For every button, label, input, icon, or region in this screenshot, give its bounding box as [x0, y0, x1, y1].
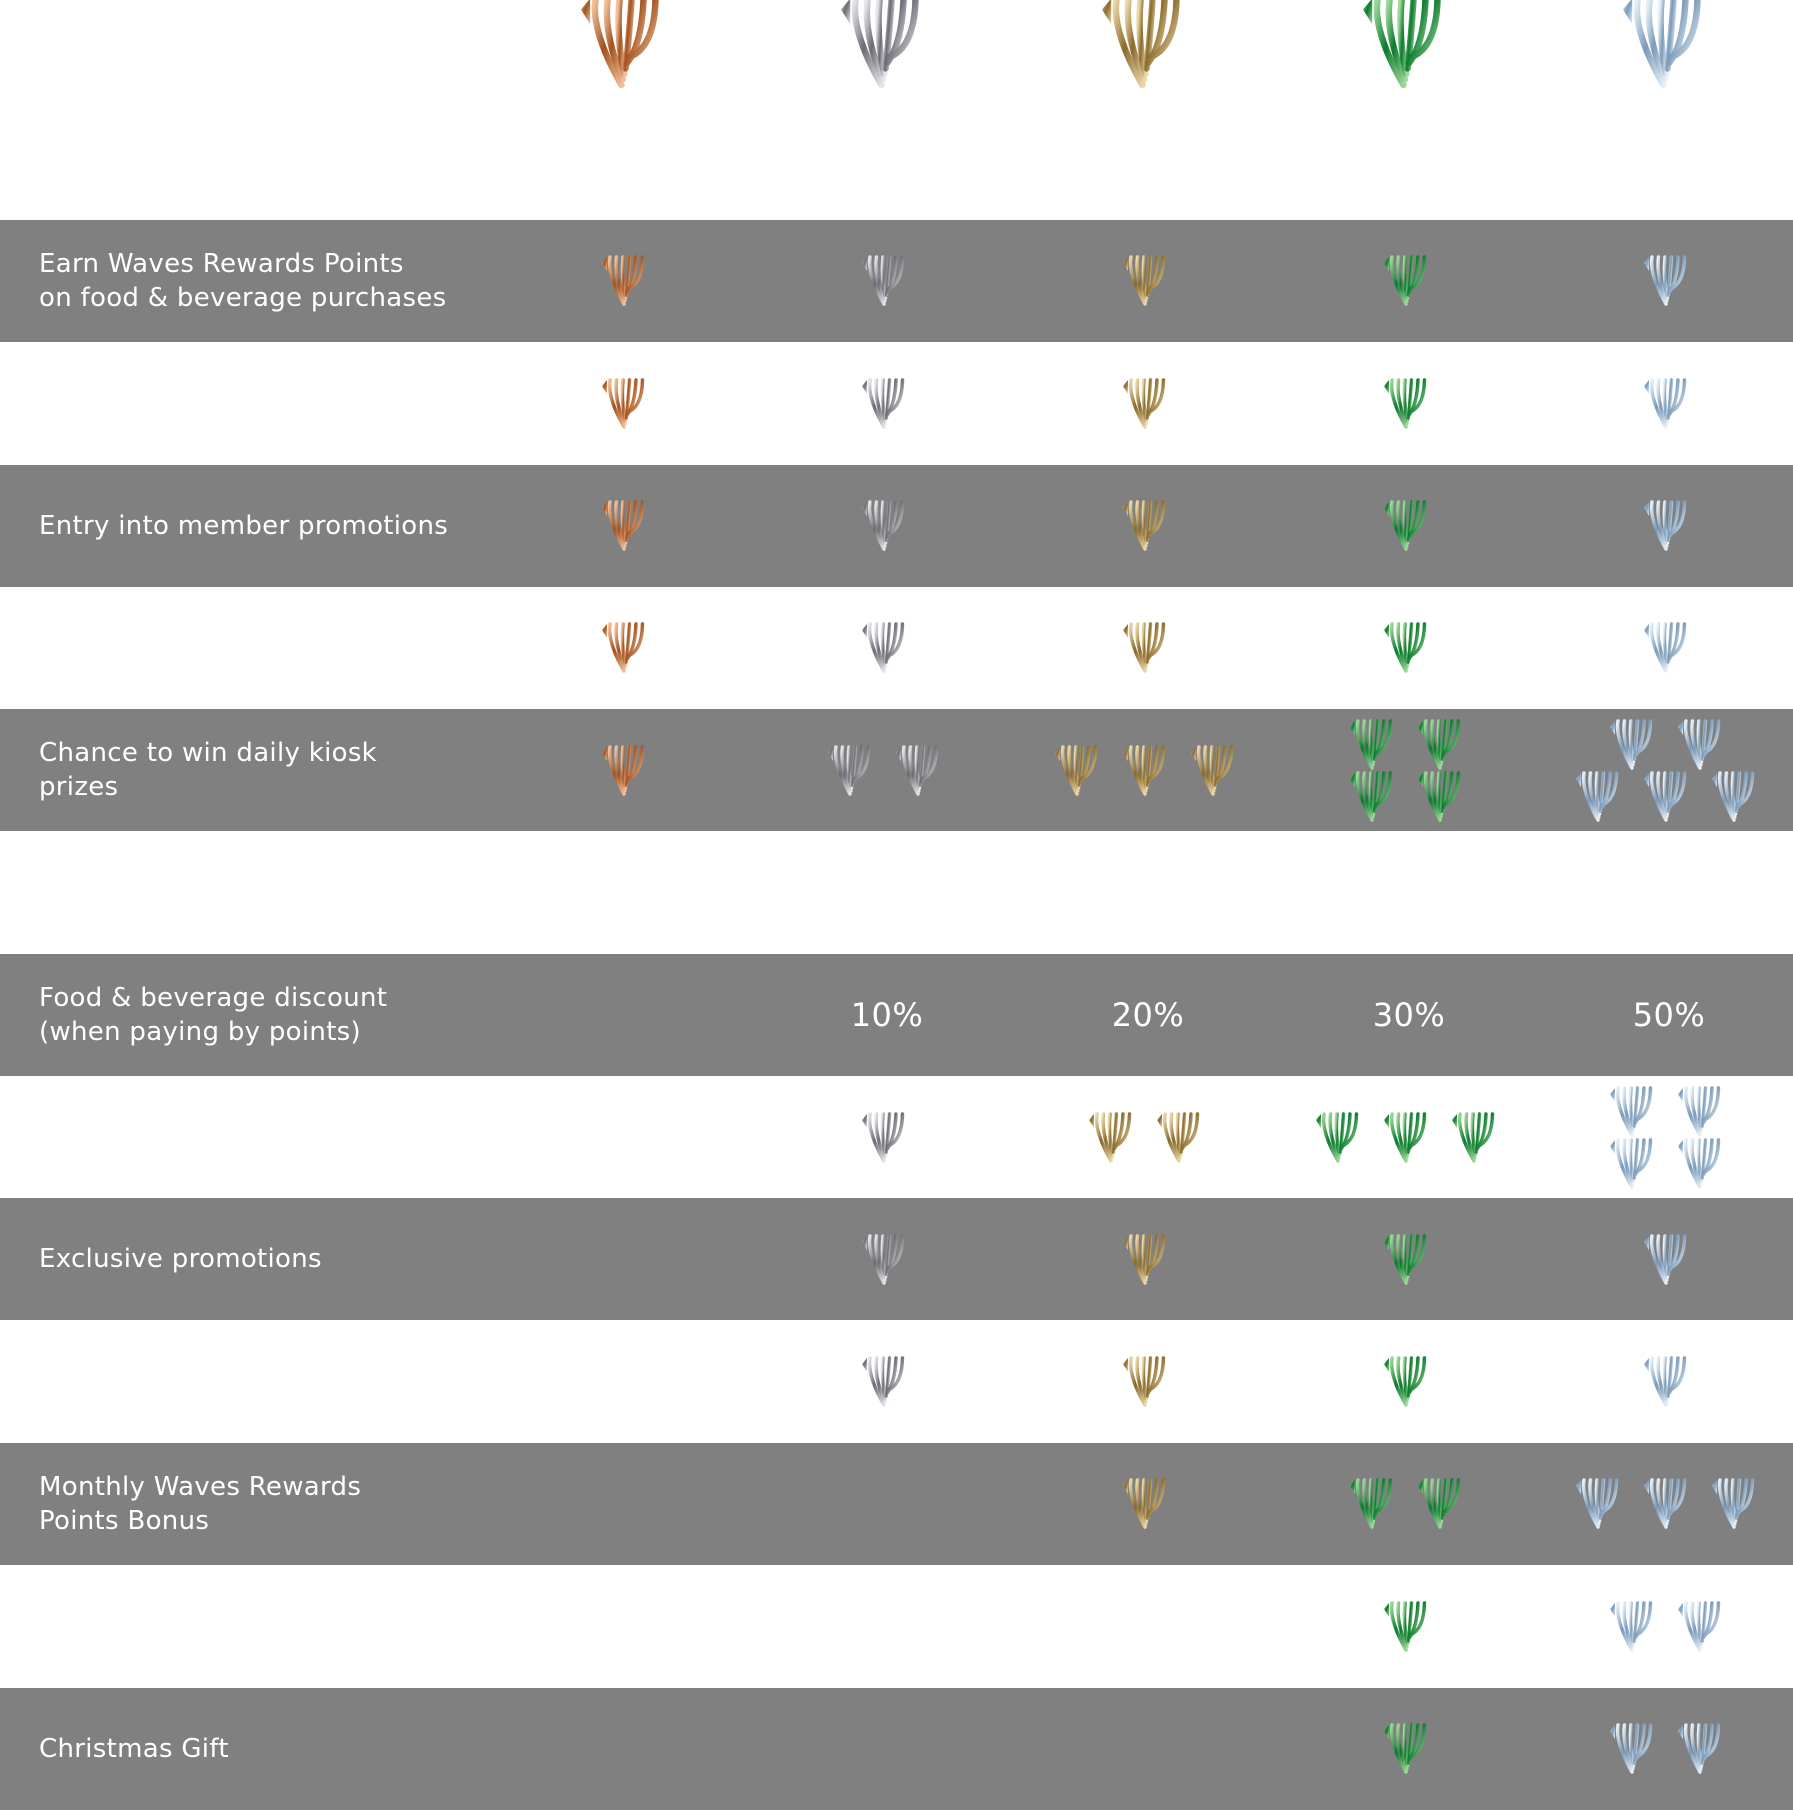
benefit-label: [39, 1443, 559, 1565]
benefit-label-line: (when paying by points): [39, 1016, 361, 1047]
blue-diamond-icon: [1610, 1085, 1660, 1139]
blue-diamond-icon: [1678, 1085, 1728, 1139]
benefit-row: [0, 1565, 1793, 1687]
gold-diamond-icon: [1123, 1355, 1173, 1409]
silver-diamond-icon: [896, 744, 946, 798]
benefit-label-line: Monthly Waves Rewards: [39, 1472, 362, 1502]
blue-diamond-icon: [1644, 377, 1694, 431]
blue-diamond-icon: [1712, 1477, 1762, 1531]
gold-diamond-icon: [1123, 377, 1173, 431]
benefit-label: [39, 954, 559, 1076]
silver-diamond-icon: [828, 744, 878, 798]
benefit-label: [39, 1198, 559, 1320]
discount-value: 50%: [1632, 995, 1706, 1034]
blue-diamond-icon: [1623, 0, 1715, 91]
benefit-label-line: Points Bonus: [39, 1506, 210, 1536]
blue-diamond-icon: [1644, 499, 1694, 553]
green-diamond-icon: [1316, 1111, 1366, 1165]
gold-diamond-icon: [1102, 0, 1194, 91]
green-diamond-icon: [1384, 1355, 1434, 1409]
green-diamond-icon: [1384, 1600, 1434, 1654]
benefit-label: [39, 1688, 559, 1810]
blue-diamond-icon: [1644, 1355, 1694, 1409]
green-diamond-icon: [1384, 1233, 1434, 1287]
gold-diamond-icon: [1123, 499, 1173, 553]
benefit-label-line: on food & beverage purchases: [39, 283, 447, 313]
benefit-label: [39, 465, 559, 587]
bronze-diamond-icon: [602, 377, 652, 431]
discount-value: 30%: [1372, 995, 1446, 1034]
green-diamond-icon: [1418, 770, 1468, 824]
silver-diamond-icon: [862, 1111, 912, 1165]
benefit-label-line: Entry into member promotions: [39, 510, 449, 541]
silver-diamond-icon: [862, 621, 912, 675]
green-diamond-icon: [1418, 718, 1468, 772]
discount-value: 10%: [850, 995, 924, 1034]
gold-diamond-icon: [1089, 1111, 1139, 1165]
silver-diamond-icon: [841, 0, 933, 91]
silver-diamond-icon: [862, 1355, 912, 1409]
benefit-label-line: Christmas Gift: [39, 1733, 229, 1764]
blue-diamond-icon: [1644, 1477, 1694, 1531]
gold-diamond-icon: [1123, 744, 1173, 798]
gold-diamond-icon: [1191, 744, 1241, 798]
blue-diamond-icon: [1644, 254, 1694, 308]
blue-diamond-icon: [1610, 1137, 1660, 1191]
green-diamond-icon: [1363, 0, 1455, 91]
silver-diamond-icon: [862, 1233, 912, 1287]
benefit-label-line: prizes: [39, 772, 119, 803]
gold-diamond-icon: [1123, 254, 1173, 308]
green-diamond-icon: [1384, 377, 1434, 431]
bronze-diamond-icon: [602, 744, 652, 798]
gold-diamond-icon: [1055, 744, 1105, 798]
gold-diamond-icon: [1157, 1111, 1207, 1165]
green-diamond-icon: [1384, 621, 1434, 675]
bronze-diamond-icon: [602, 499, 652, 553]
benefit-label-line: Earn Waves Rewards Points: [39, 249, 404, 279]
green-diamond-icon: [1350, 770, 1400, 824]
gold-diamond-icon: [1123, 621, 1173, 675]
blue-diamond-icon: [1610, 1722, 1660, 1776]
blue-diamond-icon: [1644, 621, 1694, 675]
silver-diamond-icon: [862, 377, 912, 431]
blue-diamond-icon: [1644, 770, 1694, 824]
blue-diamond-icon: [1712, 770, 1762, 824]
green-diamond-icon: [1384, 254, 1434, 308]
blue-diamond-icon: [1576, 1477, 1626, 1531]
green-diamond-icon: [1350, 718, 1400, 772]
benefit-label: [39, 220, 559, 342]
blue-diamond-icon: [1610, 718, 1660, 772]
blue-diamond-icon: [1678, 1137, 1728, 1191]
green-diamond-icon: [1418, 1477, 1468, 1531]
benefit-label-line: Exclusive promotions: [39, 1244, 322, 1275]
blue-diamond-icon: [1610, 1600, 1660, 1654]
green-diamond-icon: [1350, 1477, 1400, 1531]
benefit-label: [39, 709, 559, 831]
benefit-label-line: Food & beverage discount: [39, 982, 388, 1013]
benefit-row: [0, 832, 1793, 954]
green-diamond-icon: [1452, 1111, 1502, 1165]
gold-diamond-icon: [1123, 1233, 1173, 1287]
green-diamond-icon: [1384, 1111, 1434, 1165]
bronze-diamond-icon: [581, 0, 673, 91]
gold-diamond-icon: [1123, 1477, 1173, 1531]
bronze-diamond-icon: [602, 254, 652, 308]
blue-diamond-icon: [1678, 1600, 1728, 1654]
discount-value: 20%: [1111, 995, 1185, 1034]
blue-diamond-icon: [1678, 1722, 1728, 1776]
silver-diamond-icon: [862, 254, 912, 308]
blue-diamond-icon: [1576, 770, 1626, 824]
benefit-label-line: Chance to win daily kiosk: [39, 738, 378, 769]
green-diamond-icon: [1384, 499, 1434, 553]
blue-diamond-icon: [1678, 718, 1728, 772]
bronze-diamond-icon: [602, 621, 652, 675]
blue-diamond-icon: [1644, 1233, 1694, 1287]
silver-diamond-icon: [862, 499, 912, 553]
green-diamond-icon: [1384, 1722, 1434, 1776]
